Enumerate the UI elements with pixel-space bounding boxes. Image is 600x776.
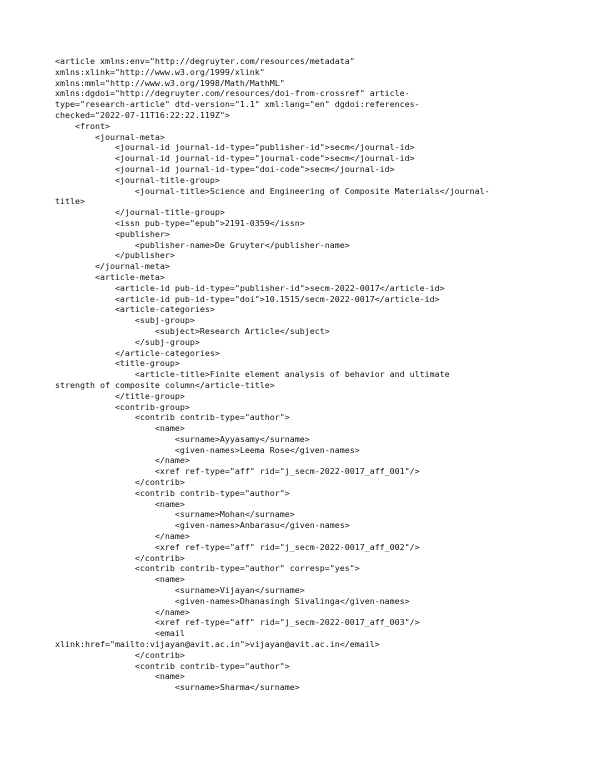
- xml-line: <name>: [55, 498, 185, 509]
- xml-line: <article-categories>: [55, 304, 215, 315]
- xml-source-document: [55, 56, 555, 693]
- xml-line: </name>: [55, 531, 190, 542]
- xml-line: type="research-article" dtd-version="1.1" xml:lang="en" dgdoi:references-: [55, 99, 420, 110]
- xml-line: xlink:href="mailto:vijayan@avit.ac.in">vijayan@avit.ac.in</email>: [55, 639, 380, 650]
- xml-line: <article-id pub-id-type="doi">10.1515/secm-2022-0017</article-id>: [55, 293, 440, 304]
- xml-line: <contrib contrib-type="author" corresp="yes">: [55, 563, 360, 574]
- xml-line: </name>: [55, 455, 190, 466]
- xml-line: <xref ref-type="aff" rid="j_secm-2022-0017_aff_003"/>: [55, 617, 420, 628]
- xml-line: <surname>Vijayan</surname>: [55, 585, 305, 596]
- xml-line: <journal-id journal-id-type="journal-code">secm</journal-id>: [55, 153, 415, 164]
- xml-line: <given-names>Anbarasu</given-names>: [55, 520, 350, 531]
- xml-line: xmlns:dgdoi="http://degruyter.com/resources/doi-from-crossref" article-: [55, 88, 410, 99]
- xml-line: </subj-group>: [55, 336, 200, 347]
- xml-line: <article-meta>: [55, 271, 165, 282]
- xml-line: <name>: [55, 671, 185, 682]
- xml-line: </journal-title-group>: [55, 207, 225, 218]
- xml-line: strength of composite column</article-title>: [55, 379, 275, 390]
- xml-line: <article-title>Finite element analysis of behavior and ultimate: [55, 369, 450, 380]
- xml-line: <subj-group>: [55, 315, 195, 326]
- xml-line: <contrib contrib-type="author">: [55, 660, 290, 671]
- xml-line: </contrib>: [55, 477, 185, 488]
- xml-line: checked="2022-07-11T16:22:22.119Z">: [55, 109, 230, 120]
- xml-line: </article-categories>: [55, 347, 220, 358]
- xml-line: title>: [55, 196, 85, 207]
- xml-line: <contrib contrib-type="author">: [55, 487, 290, 498]
- xml-line: xmlns:mml="http://www.w3.org/1998/Math/MathML": [55, 77, 285, 88]
- xml-line: <xref ref-type="aff" rid="j_secm-2022-0017_aff_002"/>: [55, 541, 420, 552]
- xml-line: <front>: [55, 120, 110, 131]
- xml-line: xmlns:xlink="http://www.w3.org/1999/xlink": [55, 66, 265, 77]
- xml-line: <contrib contrib-type="author">: [55, 412, 290, 423]
- xml-line: </contrib>: [55, 552, 185, 563]
- xml-line: <journal-title>Science and Engineering of Composite Materials</journal-: [55, 185, 490, 196]
- xml-line: <given-names>Dhanasingh Sivalinga</given-names>: [55, 595, 410, 606]
- xml-line: <issn pub-type="epub">2191-0359</issn>: [55, 217, 305, 228]
- xml-line: <journal-title-group>: [55, 174, 220, 185]
- xml-line: <surname>Mohan</surname>: [55, 509, 295, 520]
- xml-line: </publisher>: [55, 250, 175, 261]
- xml-line: </contrib>: [55, 649, 185, 660]
- xml-line: <name>: [55, 574, 185, 585]
- xml-line: <journal-id journal-id-type="doi-code">secm</journal-id>: [55, 163, 395, 174]
- xml-line: <email: [55, 628, 185, 639]
- xml-line: <article-id pub-id-type="publisher-id">secm-2022-0017</article-id>: [55, 282, 445, 293]
- xml-line: <given-names>Leema Rose</given-names>: [55, 444, 360, 455]
- xml-line: <subject>Research Article</subject>: [55, 325, 330, 336]
- xml-line: </title-group>: [55, 390, 185, 401]
- xml-line: <name>: [55, 423, 185, 434]
- xml-line: <journal-meta>: [55, 131, 165, 142]
- xml-line: </journal-meta>: [55, 261, 170, 272]
- xml-line: </name>: [55, 606, 190, 617]
- xml-line: <publisher>: [55, 228, 170, 239]
- xml-line: <title-group>: [55, 358, 180, 369]
- xml-line: <surname>Ayyasamy</surname>: [55, 433, 310, 444]
- xml-line: <article xmlns:env="http://degruyter.com/resources/metadata": [55, 56, 355, 66]
- xml-line: <surname>Sharma</surname>: [55, 682, 300, 693]
- xml-line: <publisher-name>De Gruyter</publisher-name>: [55, 239, 350, 250]
- xml-line: <journal-id journal-id-type="publisher-id">secm</journal-id>: [55, 142, 415, 153]
- xml-line: <xref ref-type="aff" rid="j_secm-2022-0017_aff_001"/>: [55, 466, 420, 477]
- xml-line: <contrib-group>: [55, 401, 190, 412]
